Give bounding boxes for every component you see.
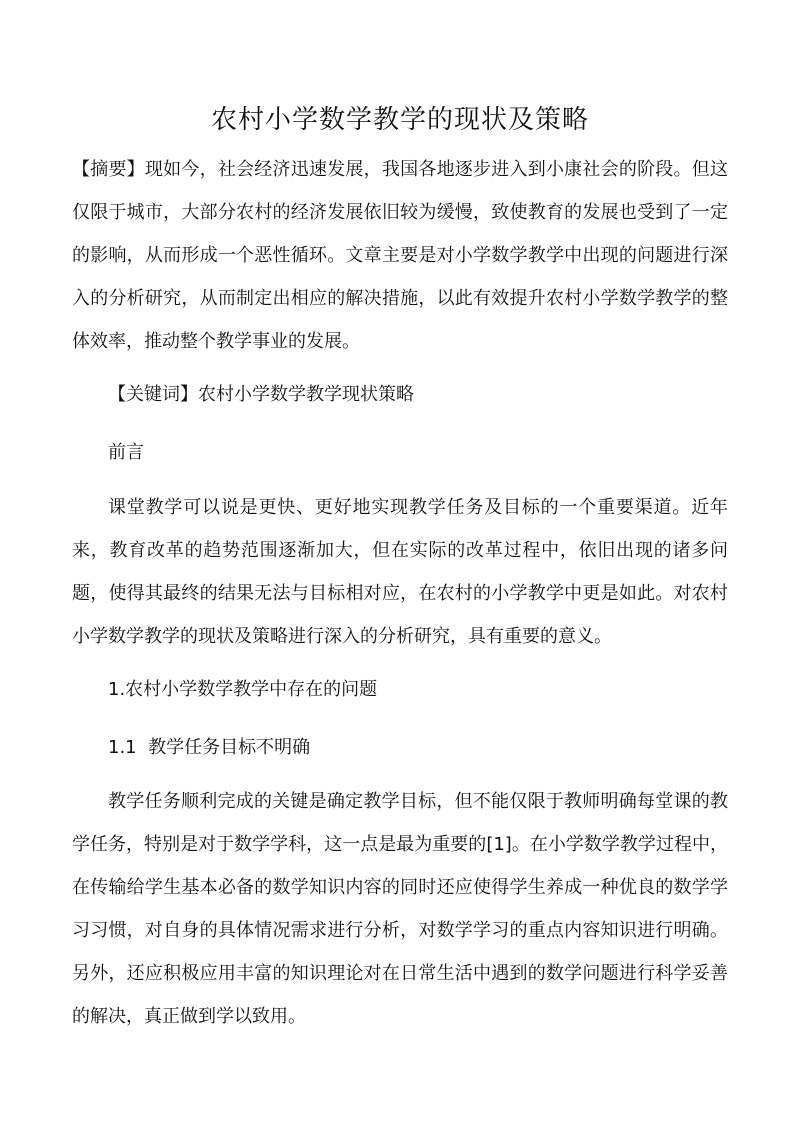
section-1-heading: 1.农村小学数学教学中存在的问题 [108,679,378,700]
intro-paragraph: 课堂教学可以说是更快、更好地实现教学任务及目标的一个重要渠道。近年来，教育改革的趋势范围逐渐加大，但在实际的改革过程中，依旧出现的诸多问题，使得其最终的结果无法与目标相对应，在农村的小学教学中更是如此。对农村小学数学教学的现状及策略进行深入的分析研究，具有重要的意义。 [72,497,728,647]
abstract-paragraph: 【摘要】现如今，社会经济迅速发展，我国各地逐步进入到小康社会的阶段。但这仅限于城市，大部分农村的经济发展依旧较为缓慢，致使教育的发展也受到了一定的影响，从而形成一个恶性循环。文章主要是对小学数学教学中出现的问题进行深入的分析研究，从而制定出相应的解决措施，以此有效提升农村小学数学教学的整体效率，推动整个教学事业的发展。 [72,159,728,352]
keywords-line: 【关键词】农村小学数学教学现状策略 [108,384,414,405]
section-1-1-heading: 1.1 教学任务目标不明确 [108,737,311,758]
preface-heading: 前言 [108,442,144,463]
document-title: 农村小学数学教学的现状及策略 [210,105,589,135]
section-1-1-paragraph: 教学任务顺利完成的关键是确定教学目标，但不能仅限于教师明确每堂课的教学任务，特别是对于数学学科，这一点是最为重要的[1]。在小学数学教学过程中，在传输给学生基本必备的数学知识内容的同时还应使得学生养成一种优良的数学学习习惯，对自身的具体情况需求进行分析，对数学学习的重点内容知识进行明确。另外，还应积极应用丰富的知识理论对在日常生活中遇到的数学问题进行科学妥善的解决，真正做到学以致用。 [72,791,728,1027]
